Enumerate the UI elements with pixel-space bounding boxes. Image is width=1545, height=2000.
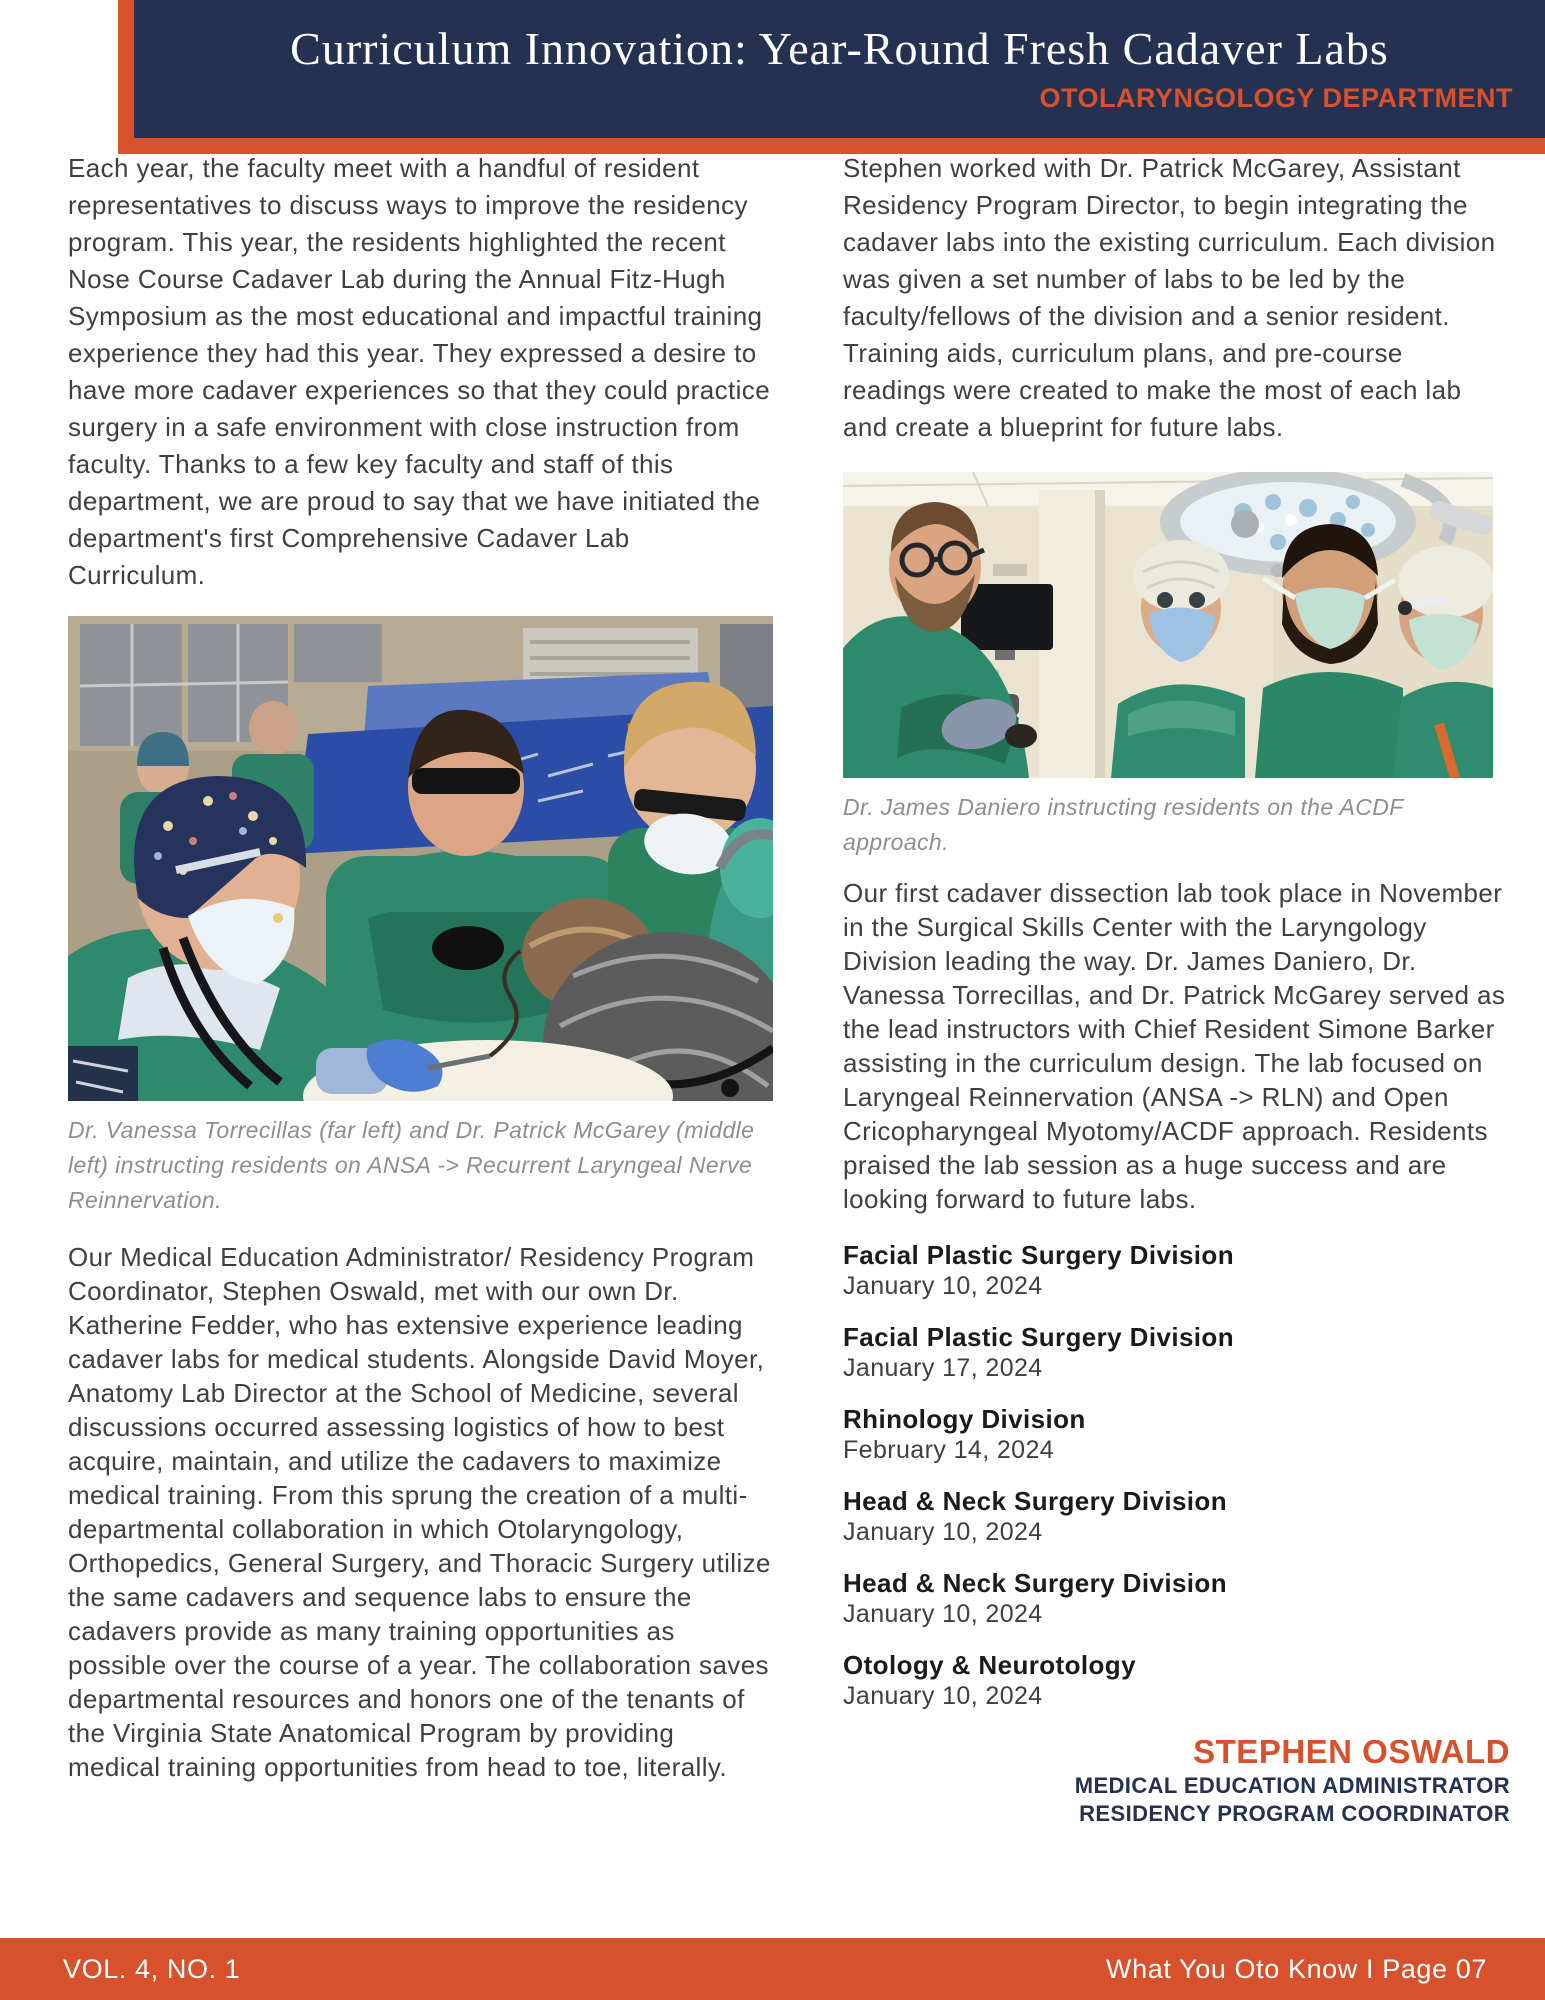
schedule-item bbox=[843, 1404, 1510, 1466]
schedule-division: Facial Plastic Surgery Division bbox=[843, 1240, 1234, 1270]
schedule-date: February 14, 2024 bbox=[843, 1436, 1055, 1464]
schedule-item bbox=[843, 1240, 1510, 1302]
schedule-division: Head & Neck Surgery Division bbox=[843, 1486, 1227, 1516]
schedule-item bbox=[843, 1650, 1510, 1712]
photo-right-figure bbox=[843, 472, 1510, 860]
schedule-item bbox=[843, 1568, 1510, 1630]
signature-name: STEPHEN OSWALD bbox=[1193, 1733, 1510, 1770]
left-paragraph-1: Each year, the faculty meet with a handful of resident representatives to discuss ways to improve the residency program. This year, the residents highlighted the recent Nose Course Cadaver Lab during the Annual Fitz-Hugh Symposium as the most educational and impactful training experience they had this year. They expressed a desire to have more cadaver experiences so that they could practice surgery in a safe environment with close instruction from faculty. Thanks to a few key faculty and staff of this department, we are proud to say that we have initiated the department's first Comprehensive Cadaver Lab Curriculum. bbox=[68, 153, 771, 590]
masthead-banner bbox=[134, 0, 1545, 138]
signature-title-1: MEDICAL EDUCATION ADMINISTRATOR bbox=[1074, 1773, 1510, 1798]
schedule-division: Facial Plastic Surgery Division bbox=[843, 1322, 1234, 1352]
schedule-date: January 10, 2024 bbox=[843, 1600, 1043, 1628]
signature-block bbox=[843, 1732, 1510, 1828]
page-footer bbox=[0, 1938, 1545, 2000]
schedule-division: Rhinology Division bbox=[843, 1404, 1086, 1434]
right-paragraph-1: Stephen worked with Dr. Patrick McGarey, Assistant Residency Program Director, to begin integrating the cadaver labs into the existing curriculum. Each division was given a set number of labs to be led by the faculty/fellows of the division and a senior resident. Training aids, curriculum plans, and pre-course readings were created to make the most of each lab and create a blueprint for future labs. bbox=[843, 153, 1496, 442]
volume-label: VOL. 4, NO. 1 bbox=[63, 1953, 241, 1984]
schedule-date: January 17, 2024 bbox=[843, 1354, 1043, 1382]
schedule-division: Head & Neck Surgery Division bbox=[843, 1568, 1227, 1598]
left-paragraph-2: Our Medical Education Administrator/ Residency Program Coordinator, Stephen Oswald, met with our own Dr. Katherine Fedder, who has extensive experience leading cadaver labs for medical students. Alongside David Moyer, Anatomy Lab Director at the School of Medicine, several discussions occurred assessing logistics of how to best acquire, maintain, and utilize the cadavers to maximize medical training. From this sprung the creation of a multi-departmental collaboration in which Otolaryngology, Orthopedics, General Surgery, and Thoracic Surgery utilize the same cadavers and sequence labs to ensure the cadavers provide as many training opportunities as possible over the course of a year. The collaboration saves departmental resources and honors one of the tenants of the Virginia State Anatomical Program by providing medical training opportunities from head to toe, literally. bbox=[68, 1242, 771, 1782]
lab-schedule bbox=[843, 1240, 1510, 1712]
schedule-division: Otology & Neurotology bbox=[843, 1650, 1136, 1680]
cadaver-lab-photo-right bbox=[843, 472, 1493, 778]
schedule-date: January 10, 2024 bbox=[843, 1518, 1043, 1546]
photo-left-caption: Dr. Vanessa Torrecillas (far left) and Dr. Patrick McGarey (middle left) instructing residents on ANSA -> Recurrent Laryngeal Nerve Reinnervation. bbox=[68, 1117, 755, 1213]
schedule-item bbox=[843, 1322, 1510, 1384]
right-paragraph-2: Our first cadaver dissection lab took place in November in the Surgical Skills Center with the Laryngology Division leading the way. Dr. James Daniero, Dr. Vanessa Torrecillas, and Dr. Patrick McGarey served as the lead instructors with Chief Resident Simone Barker assisting in the curriculum design. The lab focused on Laryngeal Reinnervation (ANSA -> RLN) and Open Cricopharyngeal Myotomy/ACDF approach. Residents praised the lab session as a huge success and are looking forward to future labs. bbox=[843, 878, 1506, 1214]
schedule-item bbox=[843, 1486, 1510, 1548]
signature-title-2: RESIDENCY PROGRAM COORDINATOR bbox=[1079, 1801, 1510, 1826]
right-column bbox=[843, 150, 1510, 1828]
schedule-date: January 10, 2024 bbox=[843, 1272, 1043, 1300]
cadaver-lab-photo-left bbox=[68, 616, 773, 1101]
page-number-label: What You Oto Know I Page 07 bbox=[1106, 1953, 1487, 1984]
photo-right-caption: Dr. James Daniero instructing residents on the ACDF approach. bbox=[843, 794, 1404, 855]
department-label: OTOLARYNGOLOGY DEPARTMENT bbox=[1039, 83, 1513, 113]
page-title: Curriculum Innovation: Year-Round Fresh Cadaver Labs bbox=[290, 23, 1389, 74]
left-column bbox=[68, 150, 773, 1784]
photo-left-figure bbox=[68, 616, 773, 1218]
schedule-date: January 10, 2024 bbox=[843, 1682, 1043, 1710]
